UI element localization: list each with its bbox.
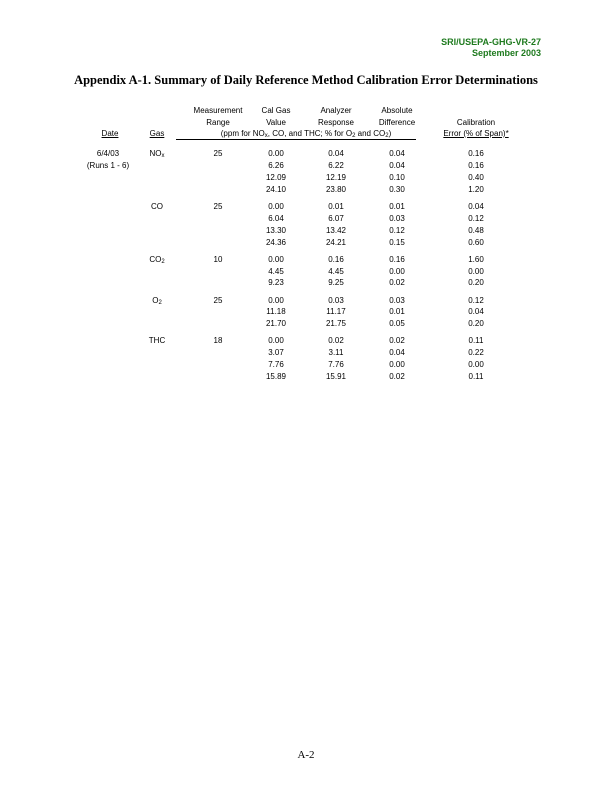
cell-cal: 21.70: [265, 319, 287, 329]
col-diff-header-1: Absolute: [381, 106, 413, 115]
test-date: 6/4/03: [96, 149, 120, 158]
col-analyzer-header-1: Analyzer: [320, 106, 352, 115]
cell-resp: 3.11: [328, 348, 344, 358]
gas-label: $NO_x$: [149, 149, 165, 159]
gas-label: THC: [148, 336, 166, 346]
cell-cal: 13.30: [265, 225, 287, 235]
cell-diff: 0.03: [389, 213, 405, 223]
cell-resp: 11.17: [326, 307, 346, 317]
gas-label: $CO_2$: [149, 254, 165, 265]
cell-cal: 4.45: [268, 266, 284, 276]
report-date: September 2003: [471, 47, 541, 58]
cell-diff: 0.01: [389, 201, 405, 211]
cell-err: 0.60: [468, 237, 484, 247]
cell-resp: 0.03: [328, 295, 344, 305]
col-analyzer-header-2: Response: [317, 118, 355, 127]
cell-resp: 0.01: [328, 201, 344, 211]
cell-diff: 0.00: [389, 360, 405, 370]
cell-err: 0.11: [468, 372, 484, 382]
col-range-header-1: Measurement: [193, 106, 243, 115]
gas-label: CO: [151, 201, 163, 211]
cell-diff: 0.12: [389, 225, 405, 235]
cell-cal: 0.00: [268, 201, 284, 211]
cell-cal: 24.10: [265, 184, 287, 194]
cell-err: 0.00: [468, 266, 484, 276]
cell-cal: 0.00: [268, 336, 284, 346]
cell-err: 0.11: [468, 336, 484, 346]
cell-err: 0.04: [468, 201, 484, 211]
cell-resp: 6.22: [328, 160, 344, 170]
cell-err: 0.16: [468, 160, 484, 170]
cell-resp: 21.75: [325, 319, 347, 329]
cell-err: 1.60: [468, 254, 484, 264]
cell-cal: 11.18: [266, 307, 286, 317]
cell-err: 1.20: [468, 184, 484, 194]
col-cal-header-2: Value: [266, 118, 286, 127]
cell-diff: 0.04: [389, 348, 405, 358]
cell-resp: 0.04: [328, 149, 344, 158]
cell-diff: 0.04: [389, 149, 405, 158]
cell-diff: 0.00: [389, 266, 405, 276]
cell-err: 0.40: [468, 172, 484, 182]
cell-diff: 0.30: [389, 184, 405, 194]
measurement-range: 18: [213, 336, 223, 346]
cell-diff: 0.05: [389, 319, 405, 329]
units-note: (ppm for $NO_x$, CO, and THC; % for $O_2$ and $CO_2$): [220, 129, 392, 139]
cell-cal: 0.00: [268, 149, 284, 158]
col-calerr-header-1: Calibration: [456, 118, 496, 127]
col-gas-header: Gas: [149, 129, 165, 138]
cell-diff: 0.16: [389, 254, 405, 264]
measurement-range: 25: [213, 149, 223, 158]
cell-cal: 0.00: [268, 254, 284, 264]
cell-err: 0.16: [468, 149, 484, 158]
cell-cal: 6.04: [268, 213, 284, 223]
cell-resp: 13.42: [325, 225, 347, 235]
cell-resp: 7.76: [328, 360, 344, 370]
cell-diff: 0.04: [389, 160, 405, 170]
cell-cal: 7.76: [268, 360, 284, 370]
cell-err: 0.12: [468, 295, 484, 305]
cell-cal: 24.36: [265, 237, 287, 247]
cell-resp: 0.02: [328, 336, 344, 346]
cell-resp: 4.45: [328, 266, 344, 276]
cell-resp: 0.16: [328, 254, 344, 264]
cell-diff: 0.15: [389, 237, 405, 247]
report-id: SRI/USEPA-GHG-VR-27: [441, 37, 541, 47]
cell-resp: 15.91: [325, 372, 347, 382]
cell-diff: 0.01: [389, 307, 405, 317]
measurement-range: 25: [213, 295, 223, 305]
cell-diff: 0.10: [389, 172, 405, 182]
cell-err: 0.00: [468, 360, 484, 370]
cell-cal: 0.00: [268, 295, 284, 305]
cell-cal: 15.89: [265, 372, 287, 382]
cell-cal: 9.23: [268, 278, 284, 288]
cell-err: 0.48: [468, 225, 484, 235]
cell-cal: 3.07: [268, 348, 284, 358]
cell-resp: 6.07: [328, 213, 344, 223]
cell-diff: 0.03: [389, 295, 405, 305]
cell-resp: 23.80: [325, 184, 347, 194]
measurement-range: 10: [213, 254, 223, 264]
gas-label: $O_2$: [152, 295, 162, 306]
cell-cal: 6.26: [268, 160, 284, 170]
col-range-header-2: Range: [206, 118, 230, 127]
cell-diff: 0.02: [389, 278, 405, 288]
cell-err: 0.20: [468, 319, 484, 329]
cell-err: 0.12: [468, 213, 484, 223]
test-runs: (Runs 1 - 6): [86, 161, 130, 170]
col-calerr-header-2: Error (% of Span)*: [443, 129, 509, 138]
units-underline: [176, 139, 416, 140]
page-number: A-2: [297, 749, 315, 761]
measurement-range: 25: [213, 201, 223, 211]
cell-diff: 0.02: [389, 372, 405, 382]
col-cal-header-1: Cal Gas: [261, 106, 291, 115]
cell-diff: 0.02: [389, 336, 405, 346]
page-title: Appendix A-1. Summary of Daily Reference Method Calibration Error Determinations: [74, 73, 538, 87]
cell-err: 0.20: [468, 278, 484, 288]
cell-err: 0.04: [468, 307, 484, 317]
cell-resp: 24.21: [325, 237, 347, 247]
col-diff-header-2: Difference: [378, 118, 416, 127]
cell-err: 0.22: [468, 348, 484, 358]
col-date-header: Date: [101, 129, 119, 138]
cell-resp: 9.25: [328, 278, 344, 288]
cell-cal: 12.09: [265, 172, 287, 182]
cell-resp: 12.19: [325, 172, 347, 182]
